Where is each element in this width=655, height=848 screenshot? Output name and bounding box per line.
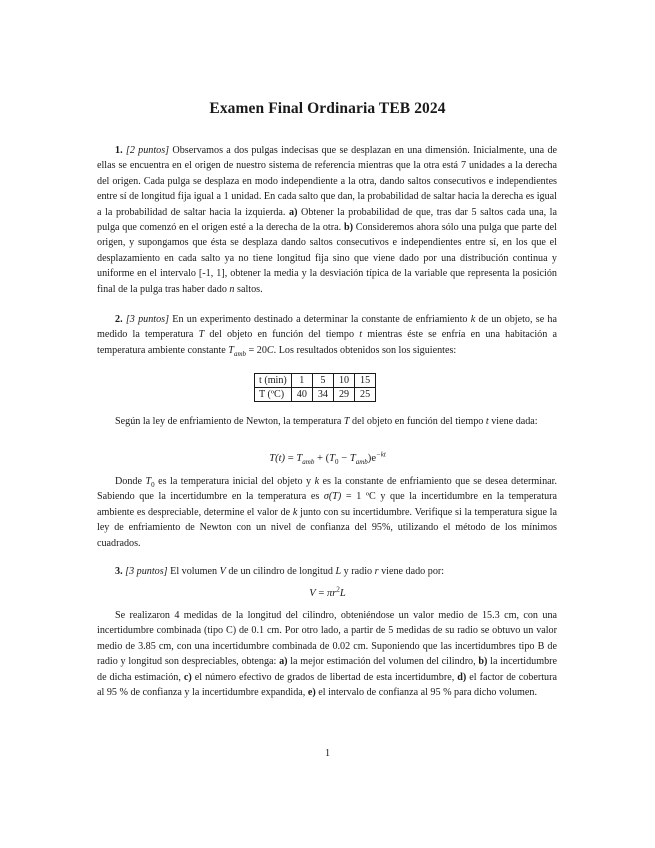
problem-1-points: [2 puntos] xyxy=(125,145,170,156)
newton-equation: $T(t) = T_{amb} + (T_0 - T_{amb})e^{-kt}$ xyxy=(269,450,386,467)
table-cell: 15 xyxy=(355,374,376,388)
table-row xyxy=(255,388,376,402)
cylinder-volume-equation: $V = \pi r^2L$ xyxy=(309,585,346,599)
table-cell: 34 xyxy=(312,388,333,402)
table-cell: 1 xyxy=(291,374,312,388)
newton-law-intro: Según la ley de enfriamiento de Newton, la temperatura T del objeto en función del tiempo t viene dada: xyxy=(115,416,538,427)
problem-1: 1. [2 puntos] Observamos a dos pulgas indecisas que se desplazan en una dimensión. Inicialmente, una de ellas se encuentra en el origen de nuestro sistema de referencia mientras que la otra está 7 unidades a la derecha del origen. Cada pulga se desplaza en modo independiente a la otra, dando saltos consecutivos e independientes entre sí de longitud fija igual a 1 unidad. En cada salto que dan, la probabilidad de saltar hacia la derecha es igual a la probabilidad de saltar hacia la izquierda. a) Obtener la probabilidad de que, tras dar 5 saltos cada una, la pulga que comenzó en el origen esté a la derecha de la otra. b) Consideremos ahora sólo una pulga que parte del origen, y supongamos que ésta se desplaza dando saltos consecutivos e independientes entre sí, en los que el desplazamiento en cada salto ya no tiene longitud fija sino que viene dado por una distribución continua y uniforme en el intervalo [-1, 1], obtener la media y la desviación típica de la variable que representa la posición final de la pulga tras haber dado n saltos. xyxy=(97,145,557,295)
temperature-table xyxy=(254,373,376,402)
problem-2: 2. [3 puntos] En un experimento destinado a determinar la constante de enfriamiento k de un objeto, se ha medido la temperatura T del objeto en función del tiempo t mientras éste se enfría en una habitación a temperatura ambiente constante $T_{amb} = 20C$. Los resultados obtenidos son los siguientes: xyxy=(97,314,557,358)
problem-2-number: 2. xyxy=(115,314,123,325)
table-row-label: T (ºC) xyxy=(255,388,292,402)
problem-3-number: 3. xyxy=(115,566,123,577)
newton-law-body: Donde $T_0$ es la temperatura inicial del objeto y k es la constante de enfriamiento que se desea determinar. Sabiendo que la incertidumbre en la temperatura es σ(T) = 1 ºC y que la incertidumbre en la temperatura ambiente es despreciable, determine el valor de k junto con su incertidumbre. Verifique si la temperatura sigue la ley de enfriamiento de Newton con un nivel de confianza del 95%, utilizando el método de los mínimos cuadrados. xyxy=(97,476,558,549)
table-cell: 25 xyxy=(355,388,376,402)
table-cell: 10 xyxy=(333,374,354,388)
problem-3-body: Se realizaron 4 medidas de la longitud del cilindro, obteniéndose un valor medio de 15.3 cm, con una incertidumbre combinada (tipo C) de 0.1 cm. Por otro lado, a partir de 5 medidas de su radio se obtuvo un valor medio de 3.85 cm, con una incertidumbre combinada de 0.02 cm. Suponiendo que las incertidumbres tipo B de radio y longitud son despreciables, obtenga: a) la mejor estimación del volumen del cilindro, b) la incertidumbre de dicha estimación, c) el número efectivo de grados de libertad de esta incertidumbre, d) el factor de cobertura al 95 % de confianza y la incertidumbre expandida, e) el intervalo de confianza al 95 % para dicho volumen. xyxy=(97,610,557,699)
table-cell: 40 xyxy=(291,388,312,402)
problem-3: 3. [3 puntos] El volumen V de un cilindro de longitud L y radio r viene dado por: xyxy=(115,566,445,577)
problem-3-points: [3 puntos] xyxy=(125,566,168,577)
table-cell: 29 xyxy=(333,388,354,402)
table-cell: 5 xyxy=(312,374,333,388)
page-title: Examen Final Ordinaria TEB 2024 xyxy=(209,100,446,117)
problem-1-number: 1. xyxy=(115,145,123,156)
table-row-label: t (min) xyxy=(255,374,292,388)
problem-2-points: [3 puntos] xyxy=(125,314,170,325)
page-number: 1 xyxy=(324,748,331,759)
table-row xyxy=(255,374,376,388)
